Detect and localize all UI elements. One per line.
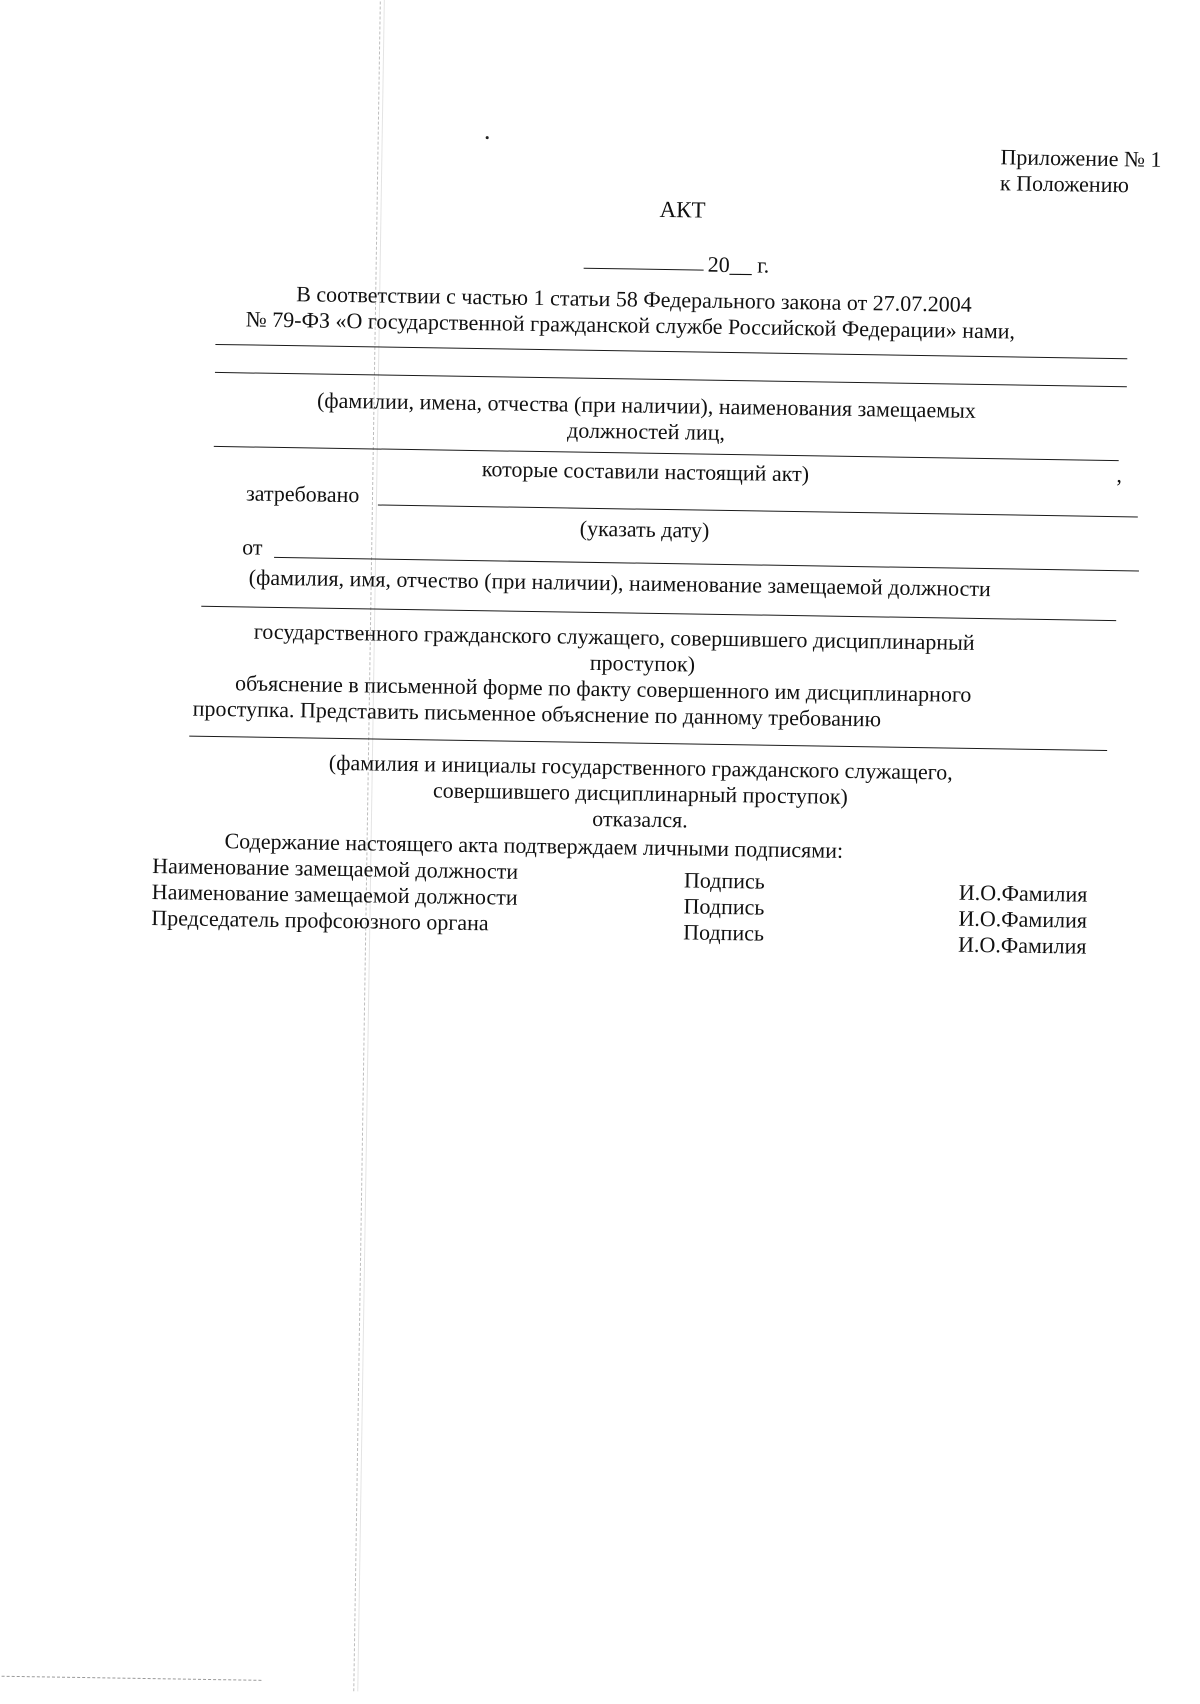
signature-row-3-signature: Подпись <box>683 919 765 946</box>
signature-row-1-signature: Подпись <box>683 867 766 894</box>
signature-row-1-name: И.О.Фамилия <box>958 879 1088 907</box>
signature-row-1-position: Наименование замещаемой должности <box>152 853 519 884</box>
signature-row-2-name: И.О.Фамилия <box>958 905 1088 933</box>
employee-caption-3-text: проступок) <box>589 649 696 677</box>
employee-caption-2: государственного гражданского служащего, совершившего дисциплинарный <box>253 618 975 655</box>
document-title: АКТ <box>659 196 706 223</box>
compilers-caption-1-text: (фамилии, имена, отчества (при наличии), наименования замещаемых <box>316 387 977 423</box>
compilers-caption-3-text: которые составили настоящий акт) <box>481 456 810 487</box>
date-blank-line <box>584 268 704 271</box>
signatures-confirm-text: Содержание настоящего акта подтверждаем личными подписями: <box>224 828 844 863</box>
signature-row-2-signature: Подпись <box>683 893 765 920</box>
date-hint-text: (указать дату) <box>579 515 710 543</box>
employee-caption-1: (фамилия, имя, отчество (при наличии), наименование замещаемой должности <box>248 564 992 602</box>
compilers-blank-line-1 <box>215 344 1127 359</box>
appendix-number: Приложение № 1 <box>1000 144 1162 172</box>
refuser-blank-line <box>189 736 1107 751</box>
intro-line-2: № 79-ФЗ «О государственной гражданской службе Российской Федерации» нами, <box>245 306 1016 344</box>
appendix-regulation: к Положению <box>999 170 1130 198</box>
date-hint <box>0 507 1200 552</box>
compilers-caption-3 <box>0 449 1200 494</box>
requested-label: затребовано <box>245 480 360 508</box>
scan-speck <box>486 136 489 139</box>
signature-row-3-position: Председатель профсоюзного органа <box>151 905 489 936</box>
compilers-caption-2-text: должностей лиц, <box>566 417 726 445</box>
compilers-trailing-comma: , <box>1116 462 1123 488</box>
explanation-line-2: проступка. Представить письменное объяснение по данному требованию <box>192 695 882 732</box>
refused-text-value: отказался. <box>592 805 688 833</box>
date-year: 20__ г. <box>707 251 770 278</box>
employee-blank-line <box>201 606 1116 621</box>
compilers-blank-line-2 <box>215 372 1127 387</box>
scan-edge-mark <box>0 1675 261 1680</box>
explanation-line-1: объяснение в письменной форме по факту совершенного им дисциплинарного <box>234 670 972 707</box>
from-label: от <box>242 534 263 560</box>
intro-line-1: В соответствии с частью 1 статьи 58 Федерального закона от 27.07.2004 <box>296 281 972 317</box>
signature-row-3-name: И.О.Фамилия <box>957 931 1087 959</box>
refuser-caption-2-text: совершившего дисциплинарный проступок) <box>432 777 849 809</box>
refuser-caption-1-text: (фамилия и инициалы государственного гражданского служащего, <box>328 749 953 785</box>
signature-row-2-position: Наименование замещаемой должности <box>151 879 518 910</box>
